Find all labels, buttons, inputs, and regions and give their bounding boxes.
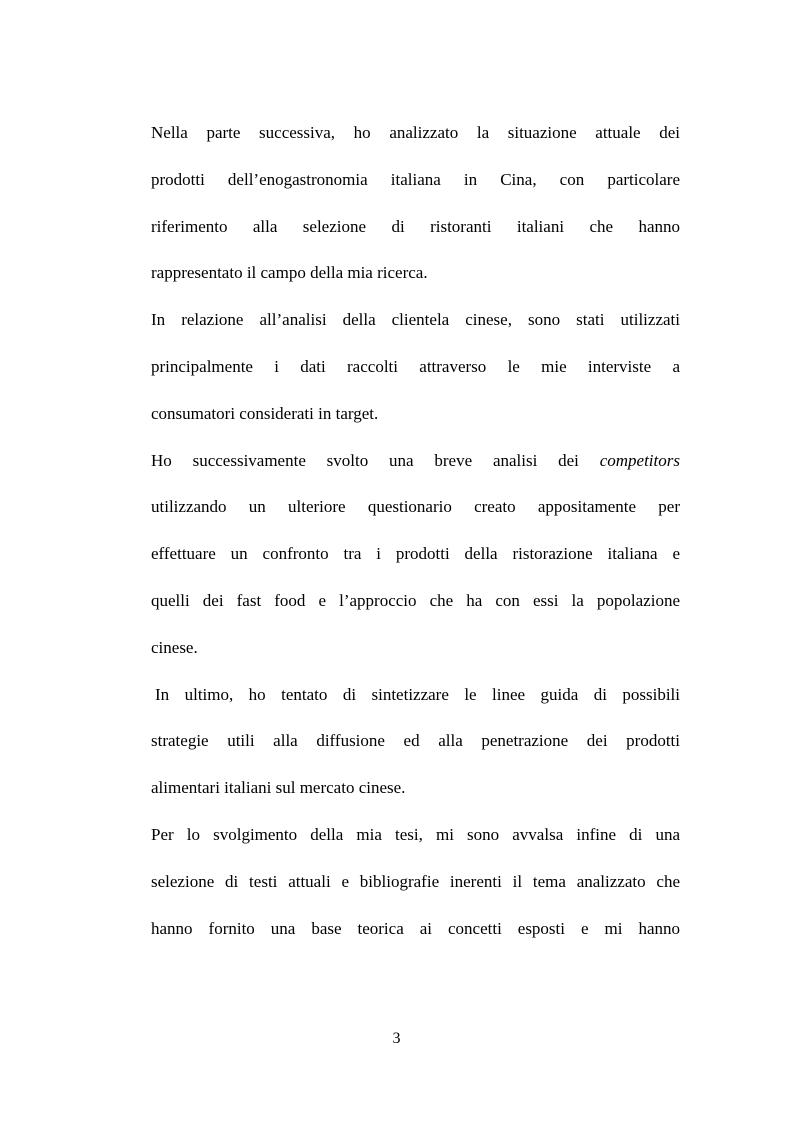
text-line: selezione di testi attuali e bibliografie inerenti il tema analizzato che [151,871,680,891]
text-line: hanno fornito una base teorica ai concetti esposti e mi hanno [151,918,680,938]
text-line: strategie utili alla diffusione ed alla penetrazione dei prodotti [151,731,680,751]
text-line: cinese. [151,637,198,657]
text-line: Nella parte successiva, ho analizzato la situazione attuale dei [151,123,680,142]
text-line: utilizzando un ulteriore questionario creato appositamente per [151,497,680,517]
text-line: alimentari italiani sul mercato cinese. [151,778,406,798]
page-number: 3 [392,1030,401,1047]
italic-term: competitors [599,450,680,470]
text-line: principalmente i dati raccolti attraverso le mie interviste a [151,356,680,376]
body-text [151,110,680,952]
text-line: prodotti dell’enogastronomia italiana in Cina, con particolare [151,169,680,189]
text-line: effettuare un confronto tra i prodotti della ristorazione italiana e [151,544,680,564]
text-line: consumatori considerati in target. [151,403,379,423]
text-line [151,438,680,485]
text-line: Per lo svolgimento della mia tesi, mi sono avvalsa infine di una [151,824,680,844]
text-line: riferimento alla selezione di ristoranti italiani che hanno [151,216,680,236]
text-line: In relazione all’analisi della clientela cinese, sono stati utilizzati [151,310,680,330]
text-line: quelli dei fast food e l’approccio che ha con essi la popolazione [151,590,680,610]
text-line: rappresentato il campo della mia ricerca. [151,263,428,283]
text-line: In ultimo, ho tentato di sintetizzare le linee guida di possibili [155,684,680,704]
text-segment: Ho successivamente svolto una breve analisi dei [151,450,579,470]
